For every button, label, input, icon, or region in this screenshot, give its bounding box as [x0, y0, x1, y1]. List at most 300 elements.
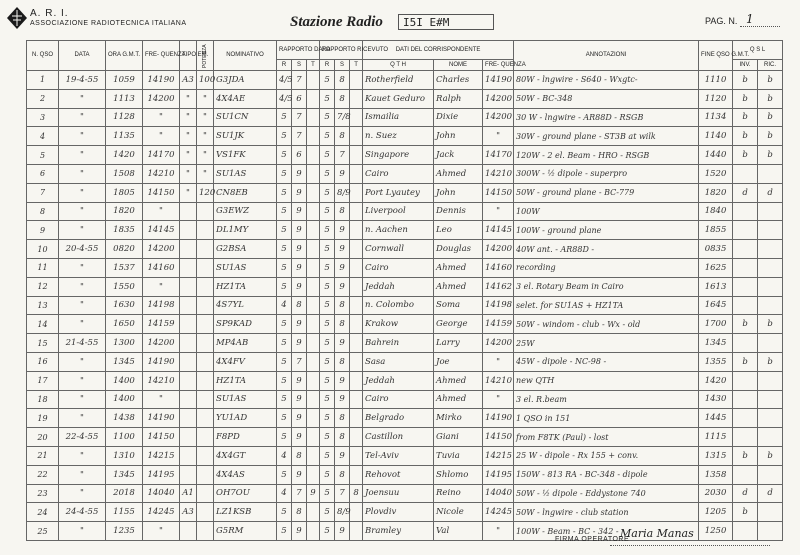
qsl-sent: b — [733, 71, 758, 90]
annotation: 3 el. R.beam — [514, 390, 699, 409]
time-gmt: 1113 — [106, 89, 143, 108]
emission-type — [180, 409, 197, 428]
dato-s: 9 — [292, 409, 307, 428]
end-time: 1115 — [699, 428, 733, 447]
time-gmt: 1345 — [106, 352, 143, 371]
dato-t — [307, 202, 320, 221]
ric-t — [350, 89, 363, 108]
name: Tuvia — [434, 446, 483, 465]
ric-t — [350, 127, 363, 146]
end-time: 1820 — [699, 183, 733, 202]
callsign: HZ1TA — [214, 277, 277, 296]
table-row — [27, 352, 783, 371]
frequency: 14145 — [143, 221, 180, 240]
time-gmt: 1128 — [106, 108, 143, 127]
callsign: HZ1TA — [214, 371, 277, 390]
ric-t — [350, 352, 363, 371]
emission-type — [180, 390, 197, 409]
annotation: 80W - lngwire - S640 - Wxgtc- — [514, 71, 699, 90]
ric-t — [350, 503, 363, 522]
ric-r: 5 — [320, 221, 335, 240]
ric-s: 8 — [335, 296, 350, 315]
annotation: 100W - ground plane — [514, 221, 699, 240]
qsl-sent: b — [733, 89, 758, 108]
qso-number: 7 — [27, 183, 59, 202]
power — [197, 371, 214, 390]
qso-number: 13 — [27, 296, 59, 315]
dato-s: 7 — [292, 108, 307, 127]
frequency: 14198 — [143, 296, 180, 315]
power — [197, 277, 214, 296]
name: Larry — [434, 334, 483, 353]
callsign: 4S7YL — [214, 296, 277, 315]
dato-t — [307, 522, 320, 541]
dato-t — [307, 503, 320, 522]
dato-t — [307, 258, 320, 277]
name: Jack — [434, 146, 483, 165]
ric-t — [350, 315, 363, 334]
col-dato-s: S — [292, 60, 307, 71]
name: George — [434, 315, 483, 334]
annotation: new QTH — [514, 371, 699, 390]
power: 100 — [197, 71, 214, 90]
time-gmt: 1135 — [106, 127, 143, 146]
dato-s: 7 — [292, 352, 307, 371]
callsign: SU1CN — [214, 108, 277, 127]
ric-s: 7/8 — [335, 108, 350, 127]
emission-type — [180, 240, 197, 259]
qsl-sent — [733, 390, 758, 409]
dato-t — [307, 371, 320, 390]
time-gmt: 1550 — [106, 277, 143, 296]
ric-t — [350, 71, 363, 90]
qth: Cairo — [363, 164, 434, 183]
corr-frequency: 14040 — [483, 484, 514, 503]
frequency: 14150 — [143, 428, 180, 447]
power: " — [197, 164, 214, 183]
table-row — [27, 428, 783, 447]
qsl-received — [758, 428, 783, 447]
dato-s: 9 — [292, 334, 307, 353]
corr-frequency: " — [483, 352, 514, 371]
dato-s: 7 — [292, 71, 307, 90]
frequency: 14190 — [143, 71, 180, 90]
dato-s: 9 — [292, 315, 307, 334]
emission-type — [180, 334, 197, 353]
qsl-received: b — [758, 108, 783, 127]
emission-type: " — [180, 146, 197, 165]
frequency: 14245 — [143, 503, 180, 522]
ric-t — [350, 277, 363, 296]
power — [197, 296, 214, 315]
ric-s: 8/9 — [335, 183, 350, 202]
qsl-received — [758, 221, 783, 240]
col-data: DATA — [59, 41, 106, 71]
table-row — [27, 334, 783, 353]
dato-t — [307, 409, 320, 428]
date: " — [59, 390, 106, 409]
annotation: from F8TK (Paul) - lost — [514, 428, 699, 447]
dato-r: 4/5 — [277, 89, 292, 108]
ric-r: 5 — [320, 465, 335, 484]
name: John — [434, 127, 483, 146]
emission-type — [180, 221, 197, 240]
corr-frequency: 14245 — [483, 503, 514, 522]
power: " — [197, 127, 214, 146]
qso-number: 21 — [27, 446, 59, 465]
power — [197, 446, 214, 465]
ric-s: 9 — [335, 221, 350, 240]
date: " — [59, 315, 106, 334]
dato-t — [307, 277, 320, 296]
qsl-received: b — [758, 352, 783, 371]
ric-r: 5 — [320, 164, 335, 183]
annotation: 50W - windom - club - Wx - old — [514, 315, 699, 334]
corr-frequency: 14170 — [483, 146, 514, 165]
time-gmt: 1400 — [106, 371, 143, 390]
ric-s: 8 — [335, 352, 350, 371]
qth: Bramley — [363, 522, 434, 541]
page-label: PAG. N. — [705, 16, 738, 26]
station-callsign: I5I E#M — [398, 14, 494, 30]
qso-number: 10 — [27, 240, 59, 259]
ric-s: 8 — [335, 127, 350, 146]
table-row — [27, 390, 783, 409]
qsl-sent: b — [733, 503, 758, 522]
qth: Ismailia — [363, 108, 434, 127]
annotation: 1 QSO in 151 — [514, 409, 699, 428]
emission-type: " — [180, 164, 197, 183]
emission-type — [180, 428, 197, 447]
name: Ahmed — [434, 277, 483, 296]
power — [197, 503, 214, 522]
table-row — [27, 484, 783, 503]
name: Soma — [434, 296, 483, 315]
ric-t — [350, 164, 363, 183]
annotation: 25W — [514, 334, 699, 353]
log-header — [0, 0, 800, 40]
date: " — [59, 277, 106, 296]
qth: Jeddah — [363, 371, 434, 390]
ric-r: 5 — [320, 146, 335, 165]
ric-t — [350, 409, 363, 428]
org-name: A. R. I. — [30, 8, 69, 19]
qsl-received — [758, 503, 783, 522]
qth: Liverpool — [363, 202, 434, 221]
qsl-sent: b — [733, 315, 758, 334]
ric-r: 5 — [320, 71, 335, 90]
col-dato-t: T — [307, 60, 320, 71]
table-row — [27, 202, 783, 221]
ric-s: 8 — [335, 409, 350, 428]
qth: Kauet Geduro — [363, 89, 434, 108]
ric-t — [350, 146, 363, 165]
col-frequenza: FRE- QUENZA — [143, 41, 180, 71]
qso-number: 12 — [27, 277, 59, 296]
power — [197, 352, 214, 371]
frequency: " — [143, 202, 180, 221]
callsign: 4X4FV — [214, 352, 277, 371]
name: Douglas — [434, 240, 483, 259]
ric-t — [350, 446, 363, 465]
col-rapporto-ricevuto: RAPPORTO RICEVUTO — [320, 41, 363, 60]
dato-s: 7 — [292, 484, 307, 503]
frequency: 14195 — [143, 465, 180, 484]
dato-s: 8 — [292, 446, 307, 465]
ric-r: 5 — [320, 277, 335, 296]
time-gmt: 1100 — [106, 428, 143, 447]
name: Ahmed — [434, 371, 483, 390]
end-time: 1355 — [699, 352, 733, 371]
qsl-sent — [733, 258, 758, 277]
callsign: LZ1KSB — [214, 503, 277, 522]
callsign: MP4AB — [214, 334, 277, 353]
callsign: SU1AS — [214, 164, 277, 183]
frequency: 14200 — [143, 240, 180, 259]
emission-type: " — [180, 108, 197, 127]
qsl-sent — [733, 522, 758, 541]
time-gmt: 1400 — [106, 390, 143, 409]
corr-frequency: 14210 — [483, 371, 514, 390]
ric-r: 5 — [320, 446, 335, 465]
col-n-qso: N. QSO — [27, 41, 59, 71]
time-gmt: 1508 — [106, 164, 143, 183]
col-qth: Q T H — [363, 60, 434, 71]
power: " — [197, 89, 214, 108]
emission-type: " — [180, 89, 197, 108]
ric-r: 5 — [320, 183, 335, 202]
qsl-received: d — [758, 183, 783, 202]
ric-r: 5 — [320, 127, 335, 146]
date: " — [59, 183, 106, 202]
annotation: selet. for SU1AS + HZ1TA — [514, 296, 699, 315]
time-gmt: 1835 — [106, 221, 143, 240]
qsl-sent: d — [733, 484, 758, 503]
dato-s: 9 — [292, 164, 307, 183]
dato-r: 4 — [277, 446, 292, 465]
dato-t — [307, 164, 320, 183]
table-row — [27, 277, 783, 296]
ric-r: 5 — [320, 296, 335, 315]
ric-s: 7 — [335, 146, 350, 165]
dato-t — [307, 183, 320, 202]
page-number-line — [740, 26, 780, 27]
callsign: SU1JK — [214, 127, 277, 146]
qth: Singapore — [363, 146, 434, 165]
time-gmt: 1345 — [106, 465, 143, 484]
date: " — [59, 371, 106, 390]
date: " — [59, 127, 106, 146]
qso-number: 19 — [27, 409, 59, 428]
qso-number: 18 — [27, 390, 59, 409]
station-title: Stazione Radio — [290, 14, 383, 30]
qsl-received — [758, 522, 783, 541]
frequency: " — [143, 108, 180, 127]
qth: Tel-Aviv — [363, 446, 434, 465]
dato-s: 9 — [292, 522, 307, 541]
ric-t — [350, 202, 363, 221]
date: 19-4-55 — [59, 71, 106, 90]
ari-antenna-logo-icon — [6, 6, 28, 30]
table-row — [27, 371, 783, 390]
time-gmt: 1537 — [106, 258, 143, 277]
qth: Cairo — [363, 390, 434, 409]
qsl-sent — [733, 296, 758, 315]
qso-number: 23 — [27, 484, 59, 503]
emission-type: A3 — [180, 503, 197, 522]
corr-frequency: 14200 — [483, 334, 514, 353]
callsign: G3EWZ — [214, 202, 277, 221]
ric-s: 8 — [335, 465, 350, 484]
date: 20-4-55 — [59, 240, 106, 259]
time-gmt: 1438 — [106, 409, 143, 428]
time-gmt: 1059 — [106, 71, 143, 90]
callsign: 4X4AS — [214, 465, 277, 484]
power: 120 — [197, 183, 214, 202]
qso-number: 24 — [27, 503, 59, 522]
dato-r: 5 — [277, 164, 292, 183]
table-row — [27, 221, 783, 240]
dato-t — [307, 352, 320, 371]
ric-s: 9 — [335, 522, 350, 541]
dato-s: 9 — [292, 221, 307, 240]
dato-r: 5 — [277, 334, 292, 353]
qso-number: 11 — [27, 258, 59, 277]
dato-r: 5 — [277, 277, 292, 296]
dato-r: 5 — [277, 240, 292, 259]
power — [197, 315, 214, 334]
qsl-received — [758, 390, 783, 409]
dato-s: 9 — [292, 371, 307, 390]
ric-t — [350, 221, 363, 240]
corr-frequency: " — [483, 390, 514, 409]
ric-s: 8 — [335, 428, 350, 447]
ric-s: 9 — [335, 164, 350, 183]
dato-r: 5 — [277, 371, 292, 390]
frequency: 14150 — [143, 183, 180, 202]
annotation: 30W - ground plane - ST3B at wilk — [514, 127, 699, 146]
qth: Port Lyautey — [363, 183, 434, 202]
firma-operatore-label: FIRMA OPERATORE — [555, 536, 630, 543]
ric-r: 5 — [320, 409, 335, 428]
corr-frequency: " — [483, 202, 514, 221]
emission-type — [180, 277, 197, 296]
emission-type — [180, 202, 197, 221]
qsl-sent — [733, 428, 758, 447]
power — [197, 484, 214, 503]
name: Dixie — [434, 108, 483, 127]
date: 21-4-55 — [59, 334, 106, 353]
qso-number: 2 — [27, 89, 59, 108]
date: " — [59, 164, 106, 183]
ric-t — [350, 108, 363, 127]
frequency: 14215 — [143, 446, 180, 465]
callsign: OH7OU — [214, 484, 277, 503]
qth: Jeddah — [363, 277, 434, 296]
dato-t — [307, 108, 320, 127]
end-time: 1700 — [699, 315, 733, 334]
callsign: 4X4AE — [214, 89, 277, 108]
dato-t — [307, 146, 320, 165]
end-time: 1625 — [699, 258, 733, 277]
col-annotazioni: ANNOTAZIONI — [514, 41, 699, 71]
qth: Cornwall — [363, 240, 434, 259]
date: " — [59, 221, 106, 240]
qsl-received — [758, 202, 783, 221]
time-gmt: 1820 — [106, 202, 143, 221]
dato-t — [307, 390, 320, 409]
name: Reino — [434, 484, 483, 503]
qsl-received — [758, 277, 783, 296]
qth: Cairo — [363, 258, 434, 277]
end-time: 1840 — [699, 202, 733, 221]
name: Ahmed — [434, 258, 483, 277]
corr-frequency: 14150 — [483, 183, 514, 202]
time-gmt: 1300 — [106, 334, 143, 353]
dato-t — [307, 315, 320, 334]
name: Shlomo — [434, 465, 483, 484]
qth: n. Suez — [363, 127, 434, 146]
time-gmt: 2018 — [106, 484, 143, 503]
annotation: 30 W - lngwire - AR88D - RSGB — [514, 108, 699, 127]
qsl-received — [758, 296, 783, 315]
power — [197, 258, 214, 277]
dato-r: 5 — [277, 202, 292, 221]
dato-s: 8 — [292, 503, 307, 522]
table-row — [27, 127, 783, 146]
corr-frequency: 14200 — [483, 108, 514, 127]
ric-r: 5 — [320, 315, 335, 334]
corr-frequency: 14162 — [483, 277, 514, 296]
qsl-sent: b — [733, 446, 758, 465]
ric-r: 5 — [320, 258, 335, 277]
end-time: 1855 — [699, 221, 733, 240]
callsign: DL1MY — [214, 221, 277, 240]
org-full-name: ASSOCIAZIONE RADIOTECNICA ITALIANA — [30, 20, 187, 27]
ric-s: 8 — [335, 315, 350, 334]
qsl-sent — [733, 277, 758, 296]
dato-t — [307, 89, 320, 108]
ric-s: 9 — [335, 240, 350, 259]
callsign: 4X4GT — [214, 446, 277, 465]
frequency: 14159 — [143, 315, 180, 334]
dato-t: 9 — [307, 484, 320, 503]
time-gmt: 1805 — [106, 183, 143, 202]
annotation: 3 el. Rotary Beam in Cairo — [514, 277, 699, 296]
annotation: 25 W - dipole - Rx 155 + conv. — [514, 446, 699, 465]
qsl-sent — [733, 465, 758, 484]
ric-s: 8 — [335, 89, 350, 108]
ric-s: 9 — [335, 258, 350, 277]
col-rapporto-dato: RAPPORTO DATO — [277, 41, 320, 60]
emission-type — [180, 352, 197, 371]
date: " — [59, 258, 106, 277]
ric-s: 8 — [335, 71, 350, 90]
ric-r: 5 — [320, 352, 335, 371]
qso-number: 3 — [27, 108, 59, 127]
end-time: 1645 — [699, 296, 733, 315]
dato-r: 5 — [277, 221, 292, 240]
ric-t: 8 — [350, 484, 363, 503]
ric-r: 5 — [320, 522, 335, 541]
dato-r: 5 — [277, 108, 292, 127]
dato-s: 7 — [292, 127, 307, 146]
col-tipo-em: TIPO EM. — [180, 41, 197, 71]
log-body — [27, 71, 783, 541]
ric-s: 9 — [335, 446, 350, 465]
annotation: 45W - dipole - NC-98 - — [514, 352, 699, 371]
col-fine-qso: FINE QSO G.M.T. — [699, 41, 733, 71]
